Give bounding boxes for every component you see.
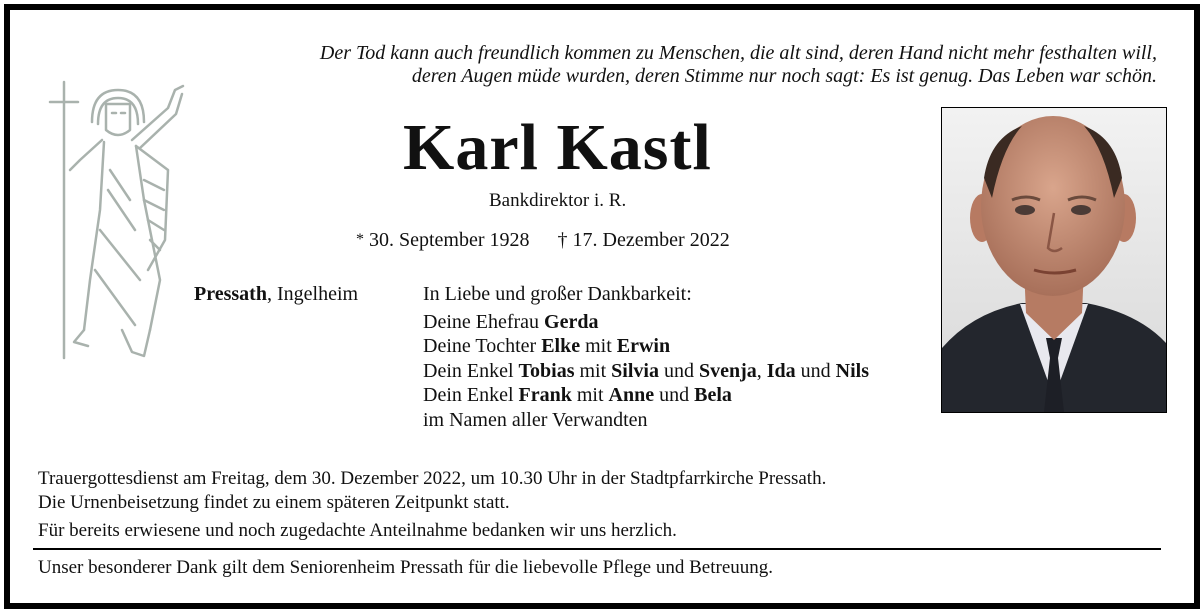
mourner-line <box>423 359 869 384</box>
mourner-text: und <box>654 384 695 406</box>
mourner-text: , <box>756 359 767 382</box>
location-secondary: , Ingelheim <box>266 283 359 305</box>
risen-christ-icon <box>40 80 190 370</box>
service-info <box>38 467 826 543</box>
service-line-2: Die Urnenbeisetzung findet zu einem späteren Zeitpunkt statt. <box>38 492 510 513</box>
death-date: 17. Dezember 2022 <box>572 229 730 251</box>
mourner-text: mit <box>571 384 609 406</box>
quote <box>320 42 1157 88</box>
mourner-text: und <box>795 359 836 382</box>
mourner-text: und <box>658 359 699 382</box>
location <box>194 282 358 307</box>
mourner-line <box>423 334 869 359</box>
death-symbol: † <box>557 229 568 251</box>
special-thanks: Unser besonderer Dank gilt dem Seniorenheim Pressath für die liebevolle Pflege und Betreuung. <box>38 557 773 578</box>
mourner-name: Erwin <box>616 335 671 357</box>
mourner-lines <box>423 310 869 408</box>
deceased-name: Karl Kastl <box>403 111 712 184</box>
mourner-name: Nils <box>835 359 870 382</box>
mourner-name: Bela <box>694 384 732 406</box>
mourner-line <box>423 310 869 335</box>
quote-line-1: Der Tod kann auch freundlich kommen zu Menschen, die alt sind, deren Hand nicht mehr festhalten will, <box>319 42 1157 64</box>
deceased-title: Bankdirektor i. R. <box>489 190 627 211</box>
mourner-text: Deine Tochter <box>423 335 542 357</box>
mourners-closing: im Namen aller Verwandten <box>423 408 648 431</box>
service-line-1: Trauergottesdienst am Freitag, dem 30. Dezember 2022, um 10.30 Uhr in der Stadtpfarrkirche Pressath. <box>38 468 827 489</box>
mourner-text: Dein Enkel <box>423 384 519 406</box>
life-dates <box>356 229 730 252</box>
birth-symbol: * <box>356 231 364 248</box>
birth-date: 30. September 1928 <box>369 229 530 251</box>
mourner-text: Dein Enkel <box>423 359 519 382</box>
thanks-line: Für bereits erwiesene und noch zugedachte Anteilnahme bedanken wir uns herzlich. <box>38 520 677 541</box>
mourner-name: Frank <box>518 384 572 406</box>
mourner-text: Deine Ehefrau <box>423 310 545 333</box>
mourners-block <box>423 282 869 432</box>
mourner-text: mit <box>574 359 612 382</box>
mourner-name: Ida <box>766 359 796 382</box>
mourner-line <box>423 383 869 408</box>
mourner-name: Elke <box>541 335 581 357</box>
location-primary: Pressath <box>194 283 267 305</box>
quote-line-2: deren Augen müde wurden, deren Stimme nur noch sagt: Es ist genug. Das Leben war schön. <box>411 65 1157 87</box>
mourner-name: Silvia <box>611 359 659 382</box>
mourner-text: mit <box>580 335 617 357</box>
footer-divider <box>33 548 1161 550</box>
mourner-name: Gerda <box>544 310 599 333</box>
mourner-name: Svenja <box>698 359 757 382</box>
portrait-photo <box>941 107 1167 413</box>
mourner-name: Anne <box>608 384 655 406</box>
mourner-name: Tobias <box>518 359 575 382</box>
mourners-intro: In Liebe und großer Dankbarkeit: <box>423 283 692 305</box>
